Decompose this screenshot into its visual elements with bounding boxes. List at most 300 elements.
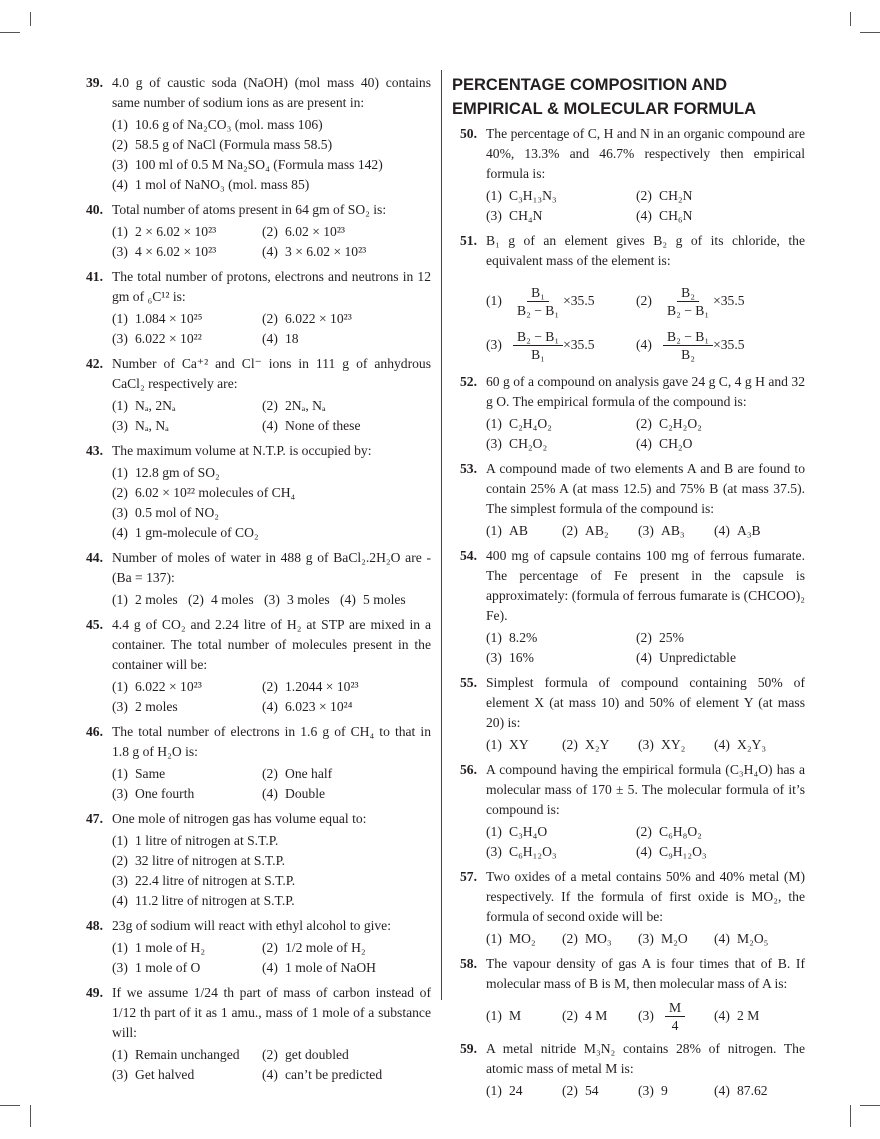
question-text: 4.0 g of caustic soda (NaOH) (mol mass 40) contains same number of sodium ions as are present in:: [112, 75, 431, 110]
option-text: X₂Y₃: [737, 737, 767, 752]
answer-option[interactable]: [262, 416, 412, 436]
option-text: 10.6 g of Na₂CO₃ (mol. mass 106): [135, 117, 323, 132]
question-number: 54.: [460, 548, 477, 563]
option-text: 6.023 × 10²⁴: [285, 699, 353, 714]
answer-option[interactable]: [714, 735, 790, 755]
option-row: [112, 938, 431, 958]
question-number: 47.: [86, 811, 103, 826]
question-number: 41.: [86, 269, 103, 284]
answer-option[interactable]: [262, 309, 412, 329]
option-label: (3): [112, 157, 128, 172]
option-row: [112, 416, 431, 436]
option-label: (3): [112, 1067, 128, 1082]
answer-option[interactable]: [112, 329, 262, 349]
option-row: [112, 1045, 431, 1065]
option-text: Unpredictable: [659, 650, 736, 665]
option-label: (3): [638, 1083, 654, 1098]
answer-option[interactable]: [486, 822, 636, 842]
option-row: [112, 115, 431, 135]
answer-option[interactable]: [636, 648, 786, 668]
option-text: 11.2 litre of nitrogen at S.T.P.: [135, 893, 295, 908]
column-divider: [441, 70, 442, 1000]
fraction-numerator: B₁: [527, 284, 549, 302]
answer-option[interactable]: [638, 999, 714, 1034]
option-row: [112, 891, 431, 911]
answer-option[interactable]: [112, 891, 295, 911]
option-label: (3): [112, 699, 128, 714]
answer-option[interactable]: [112, 222, 262, 242]
answer-option[interactable]: [636, 842, 786, 862]
option-label: (3): [486, 436, 502, 451]
question-text: One mole of nitrogen gas has volume equal to:: [112, 811, 367, 826]
answer-option[interactable]: [112, 590, 188, 610]
fraction-denominator: B₂: [681, 346, 695, 362]
answer-option[interactable]: [714, 929, 790, 949]
right-column: [460, 124, 805, 1106]
option-row: [486, 279, 805, 323]
option-label: (4): [262, 786, 278, 801]
answer-option[interactable]: [636, 206, 786, 226]
crop-mark: [0, 1105, 20, 1106]
option-row: [486, 206, 805, 226]
answer-option[interactable]: [112, 135, 332, 155]
option-row: [112, 463, 431, 483]
option-text: 2 moles: [135, 592, 178, 607]
option-text: CH₄N: [509, 208, 543, 223]
fraction-denominator: B₁: [531, 346, 545, 362]
answer-option[interactable]: [636, 628, 786, 648]
answer-option[interactable]: [112, 1045, 262, 1065]
option-text: MO₂: [509, 931, 536, 946]
option-label: (1): [112, 465, 128, 480]
options: [486, 929, 805, 949]
answer-option[interactable]: [262, 329, 412, 349]
option-label: (1): [112, 679, 128, 694]
heading-line: PERCENTAGE COMPOSITION AND: [452, 76, 728, 94]
answer-option[interactable]: [112, 784, 262, 804]
answer-option[interactable]: [112, 1065, 262, 1085]
option-row: [112, 503, 431, 523]
question-number: 44.: [86, 550, 103, 565]
option-label: (1): [112, 311, 128, 326]
answer-option[interactable]: [262, 697, 412, 717]
crop-mark: [850, 12, 851, 26]
option-label: (2): [112, 137, 128, 152]
question-number: 55.: [460, 675, 477, 690]
answer-option[interactable]: [112, 463, 220, 483]
option-text: CH₂O₂: [509, 436, 548, 451]
answer-option[interactable]: [486, 414, 636, 434]
answer-option[interactable]: [262, 396, 412, 416]
option-text: 4 M: [585, 1008, 608, 1023]
answer-option[interactable]: [486, 735, 562, 755]
question-text: B₁ g of an element gives B₂ g of its chloride, the equivalent mass of the element is:: [486, 233, 805, 268]
options: [112, 309, 431, 349]
option-text: 1.084 × 10²⁵: [135, 311, 203, 326]
answer-option[interactable]: [262, 784, 412, 804]
question-number: 57.: [460, 869, 477, 884]
answer-option[interactable]: [262, 958, 412, 978]
option-text: 1 litre of nitrogen at S.T.P.: [135, 833, 279, 848]
question-text: Number of Ca⁺² and Cl⁻ ions in 111 g of anhydrous CaCl₂ respectively are:: [112, 356, 431, 391]
option-text: AB: [509, 523, 528, 538]
answer-option[interactable]: [486, 628, 636, 648]
option-label: (3): [638, 931, 654, 946]
option-text: 6.02 × 10²³: [285, 224, 345, 239]
option-label: (4): [340, 592, 356, 607]
answer-option[interactable]: [636, 414, 786, 434]
option-label: (1): [112, 940, 128, 955]
answer-option[interactable]: [562, 1081, 638, 1101]
answer-option[interactable]: [112, 523, 259, 543]
option-label: (4): [262, 418, 278, 433]
question-43: [86, 441, 431, 543]
answer-option[interactable]: [486, 328, 636, 363]
answer-option[interactable]: [486, 434, 636, 454]
option-label: (2): [262, 398, 278, 413]
options: [486, 628, 805, 668]
option-text: 8.2%: [509, 630, 538, 645]
option-label: (3): [112, 418, 128, 433]
option-label: (3): [112, 505, 128, 520]
question-text: If we assume 1/24 th part of mass of carbon instead of 1/12 th part of it as 1 amu., mass of 1 mole of a substance will:: [112, 985, 431, 1040]
option-row: [486, 323, 805, 367]
answer-option[interactable]: [112, 764, 262, 784]
option-label: (3): [112, 873, 128, 888]
option-label: (1): [486, 188, 502, 203]
fraction: [663, 328, 713, 363]
option-text: CH₂O: [659, 436, 693, 451]
answer-option[interactable]: [112, 851, 285, 871]
answer-option[interactable]: [112, 503, 219, 523]
options: [112, 590, 431, 610]
option-row: [486, 929, 805, 949]
option-row: [112, 242, 431, 262]
question-text: The percentage of C, H and N in an organic compound are 40%, 13.3% and 46.7% respectively then empirical formula is:: [486, 126, 805, 181]
answer-option[interactable]: [636, 284, 786, 319]
option-text: CH₂N: [659, 188, 693, 203]
option-text: Same: [135, 766, 166, 781]
left-column: [86, 73, 431, 1090]
option-label: (4): [636, 337, 652, 352]
question-text: 60 g of a compound on analysis gave 24 g C, 4 g H and 32 g O. The empirical formula of the compound is:: [486, 374, 805, 409]
question-41: [86, 267, 431, 349]
question-text: The maximum volume at N.T.P. is occupied by:: [112, 443, 372, 458]
answer-option[interactable]: [112, 831, 278, 851]
option-label: (4): [112, 893, 128, 908]
options: [486, 998, 805, 1034]
option-row: [112, 396, 431, 416]
fraction-denominator: B₂ − B₁: [667, 302, 710, 318]
question-text: A compound having the empirical formula (C₃H₄O) has a molecular mass of 170 ± 5. The molecular formula of it’s compound is:: [486, 762, 805, 817]
option-label: (2): [562, 931, 578, 946]
question-text: Number of moles of water in 488 g of BaCl₂.2H₂O are - (Ba = 137):: [112, 550, 431, 585]
answer-option[interactable]: [188, 590, 264, 610]
option-text: CH₆N: [659, 208, 693, 223]
options: [112, 222, 431, 262]
option-label: (2): [636, 824, 652, 839]
answer-option[interactable]: [714, 1081, 790, 1101]
option-label: (4): [714, 1083, 730, 1098]
crop-mark: [850, 1105, 851, 1127]
crop-mark: [0, 32, 20, 33]
answer-option[interactable]: [638, 929, 714, 949]
answer-option[interactable]: [486, 648, 636, 668]
answer-option[interactable]: [562, 521, 638, 541]
option-label: (1): [486, 931, 502, 946]
options: [112, 1045, 431, 1085]
option-label: (1): [486, 824, 502, 839]
question-39: [86, 73, 431, 195]
option-row: [112, 784, 431, 804]
option-text: C₃H₁₃N₃: [509, 188, 557, 203]
option-label: (4): [112, 177, 128, 192]
answer-option[interactable]: [262, 242, 412, 262]
option-label: (1): [486, 523, 502, 538]
answer-option[interactable]: [112, 115, 323, 135]
answer-option[interactable]: [486, 284, 636, 319]
options: [112, 396, 431, 436]
answer-option[interactable]: [112, 175, 309, 195]
answer-option[interactable]: [262, 764, 412, 784]
answer-option[interactable]: [562, 735, 638, 755]
option-row: [112, 871, 431, 891]
question-53: [460, 459, 805, 541]
options: [112, 764, 431, 804]
question-text: 400 mg of capsule contains 100 mg of ferrous fumarate. The percentage of Fe present in the capsule is approximately: (formula of ferrous fumarate is (CHCOO)₂ Fe).: [486, 548, 805, 623]
question-number: 59.: [460, 1041, 477, 1056]
option-text: 4 × 6.02 × 10²³: [135, 244, 217, 259]
option-label: (3): [112, 331, 128, 346]
answer-option[interactable]: [714, 1006, 790, 1026]
question-number: 39.: [86, 75, 103, 90]
answer-option[interactable]: [636, 822, 786, 842]
option-text: get doubled: [285, 1047, 349, 1062]
option-label: (2): [636, 630, 652, 645]
option-label: (2): [562, 1083, 578, 1098]
option-text: 2 moles: [135, 699, 178, 714]
question-text: The total number of electrons in 1.6 g of CH₄ to that in 1.8 g of H₂O is:: [112, 724, 431, 759]
question-55: [460, 673, 805, 755]
answer-option[interactable]: [486, 1006, 562, 1026]
option-text: 6.02 × 10²² molecules of CH₄: [135, 485, 296, 500]
option-text: Double: [285, 786, 326, 801]
answer-option[interactable]: [112, 155, 383, 175]
option-row: [486, 842, 805, 862]
option-label: (3): [112, 786, 128, 801]
options: [486, 735, 805, 755]
option-row: [112, 851, 431, 871]
heading-line: EMPIRICAL & MOLECULAR FORMULA: [452, 100, 757, 118]
question-number: 49.: [86, 985, 103, 1000]
options: [486, 822, 805, 862]
option-text: C₃H₄O: [509, 824, 548, 839]
answer-option[interactable]: [340, 590, 416, 610]
option-row: [112, 175, 431, 195]
question-number: 52.: [460, 374, 477, 389]
answer-option[interactable]: [638, 1081, 714, 1101]
answer-option[interactable]: [112, 396, 262, 416]
answer-option[interactable]: [112, 871, 295, 891]
option-label: (1): [112, 1047, 128, 1062]
question-text: Total number of atoms present in 64 gm of SO₂ is:: [112, 202, 387, 217]
answer-option[interactable]: [562, 929, 638, 949]
option-label: (1): [112, 117, 128, 132]
option-text: 1 gm-molecule of CO₂: [135, 525, 259, 540]
option-label: (1): [486, 293, 502, 308]
answer-option[interactable]: [486, 186, 636, 206]
question-number: 53.: [460, 461, 477, 476]
option-label: (4): [262, 1067, 278, 1082]
option-row: [486, 998, 805, 1034]
option-label: (4): [262, 244, 278, 259]
option-label: (4): [262, 331, 278, 346]
question-54: [460, 546, 805, 668]
answer-option[interactable]: [486, 206, 636, 226]
option-text: X₂Y: [585, 737, 610, 752]
question-59: [460, 1039, 805, 1101]
option-label: (2): [262, 311, 278, 326]
option-text: M: [509, 1008, 522, 1023]
option-row: [112, 1065, 431, 1085]
crop-mark: [30, 1105, 31, 1127]
answer-option[interactable]: [262, 222, 412, 242]
question-text: 23g of sodium will react with ethyl alcohol to give:: [112, 918, 391, 933]
option-label: (2): [262, 940, 278, 955]
answer-option[interactable]: [638, 735, 714, 755]
fraction: [665, 999, 685, 1034]
option-label: (3): [486, 337, 502, 352]
option-text: 0.5 mol of NO₂: [135, 505, 220, 520]
answer-option[interactable]: [486, 1081, 562, 1101]
question-46: [86, 722, 431, 804]
option-label: (2): [112, 853, 128, 868]
option-text: Get halved: [135, 1067, 195, 1082]
option-text: C₆H₈O₂: [659, 824, 702, 839]
answer-option[interactable]: [112, 483, 295, 503]
option-label: (3): [486, 844, 502, 859]
option-label: (1): [486, 1083, 502, 1098]
question-number: 56.: [460, 762, 477, 777]
options: [486, 414, 805, 454]
option-label: (3): [638, 737, 654, 752]
option-label: (3): [638, 1008, 654, 1023]
fraction: [513, 284, 563, 319]
answer-option[interactable]: [636, 328, 786, 363]
option-row: [486, 186, 805, 206]
option-text: Nₐ, Nₐ: [135, 418, 169, 433]
question-text: Two oxides of a metal contains 50% and 40% metal (M) respectively. If the formula of first oxide is MO₂, the formula of second oxide will be:: [486, 869, 805, 924]
option-row: [486, 434, 805, 454]
question-number: 45.: [86, 617, 103, 632]
fraction-numerator: B₂ − B₁: [513, 328, 563, 346]
fraction-numerator: B₂: [677, 284, 699, 302]
answer-option[interactable]: [638, 521, 714, 541]
option-row: [486, 414, 805, 434]
options: [112, 463, 431, 543]
section-heading: [452, 73, 756, 121]
question-57: [460, 867, 805, 949]
answer-option[interactable]: [562, 1006, 638, 1026]
answer-option[interactable]: [112, 677, 262, 697]
answer-option[interactable]: [636, 186, 786, 206]
option-text: 1.2044 × 10²³: [285, 679, 359, 694]
option-label: (2): [262, 224, 278, 239]
answer-option[interactable]: [486, 521, 562, 541]
option-text: 2 M: [737, 1008, 760, 1023]
fraction: [513, 328, 563, 363]
options: [112, 831, 431, 911]
option-text: M₂O: [661, 931, 688, 946]
option-text: 3 × 6.02 × 10²³: [285, 244, 367, 259]
option-text: 16%: [509, 650, 534, 665]
answer-option[interactable]: [112, 309, 262, 329]
option-text: C₂H₄O₂: [509, 416, 552, 431]
answer-option[interactable]: [486, 842, 636, 862]
option-label: (3): [264, 592, 280, 607]
option-row: [486, 1081, 805, 1101]
options: [486, 186, 805, 226]
answer-option[interactable]: [112, 958, 262, 978]
question-49: [86, 983, 431, 1085]
option-text: C₂H₂O₂: [659, 416, 702, 431]
option-label: (4): [636, 650, 652, 665]
option-label: (3): [112, 244, 128, 259]
option-text: can’t be predicted: [285, 1067, 383, 1082]
answer-option[interactable]: [112, 697, 262, 717]
option-row: [486, 735, 805, 755]
option-label: (1): [112, 224, 128, 239]
option-label: (2): [112, 485, 128, 500]
option-label: (2): [562, 523, 578, 538]
answer-option[interactable]: [112, 416, 262, 436]
option-text: AB₂: [585, 523, 609, 538]
answer-option[interactable]: [264, 590, 340, 610]
option-row: [112, 135, 431, 155]
answer-option[interactable]: [262, 677, 412, 697]
answer-option[interactable]: [714, 521, 790, 541]
option-text: 5 moles: [363, 592, 406, 607]
option-label: (4): [636, 436, 652, 451]
option-label: (2): [562, 737, 578, 752]
option-text: 4 moles: [211, 592, 254, 607]
question-48: [86, 916, 431, 978]
option-text: 22.4 litre of nitrogen at S.T.P.: [135, 873, 296, 888]
options: [486, 279, 805, 367]
option-row: [112, 483, 431, 503]
answer-option[interactable]: [636, 434, 786, 454]
option-label: (2): [262, 1047, 278, 1062]
answer-option[interactable]: [112, 242, 262, 262]
crop-mark: [860, 1105, 880, 1106]
option-row: [112, 155, 431, 175]
option-text: 1 mole of O: [135, 960, 201, 975]
option-row: [112, 523, 431, 543]
options: [486, 1081, 805, 1101]
option-text: 9: [661, 1083, 668, 1098]
answer-option[interactable]: [262, 1045, 412, 1065]
answer-option[interactable]: [262, 938, 412, 958]
option-row: [112, 697, 431, 717]
option-row: [486, 822, 805, 842]
option-row: [486, 628, 805, 648]
answer-option[interactable]: [112, 938, 262, 958]
option-text: 25%: [659, 630, 684, 645]
option-text: 1 mole of NaOH: [285, 960, 376, 975]
answer-option[interactable]: [262, 1065, 412, 1085]
answer-option[interactable]: [486, 929, 562, 949]
option-label: (1): [112, 766, 128, 781]
